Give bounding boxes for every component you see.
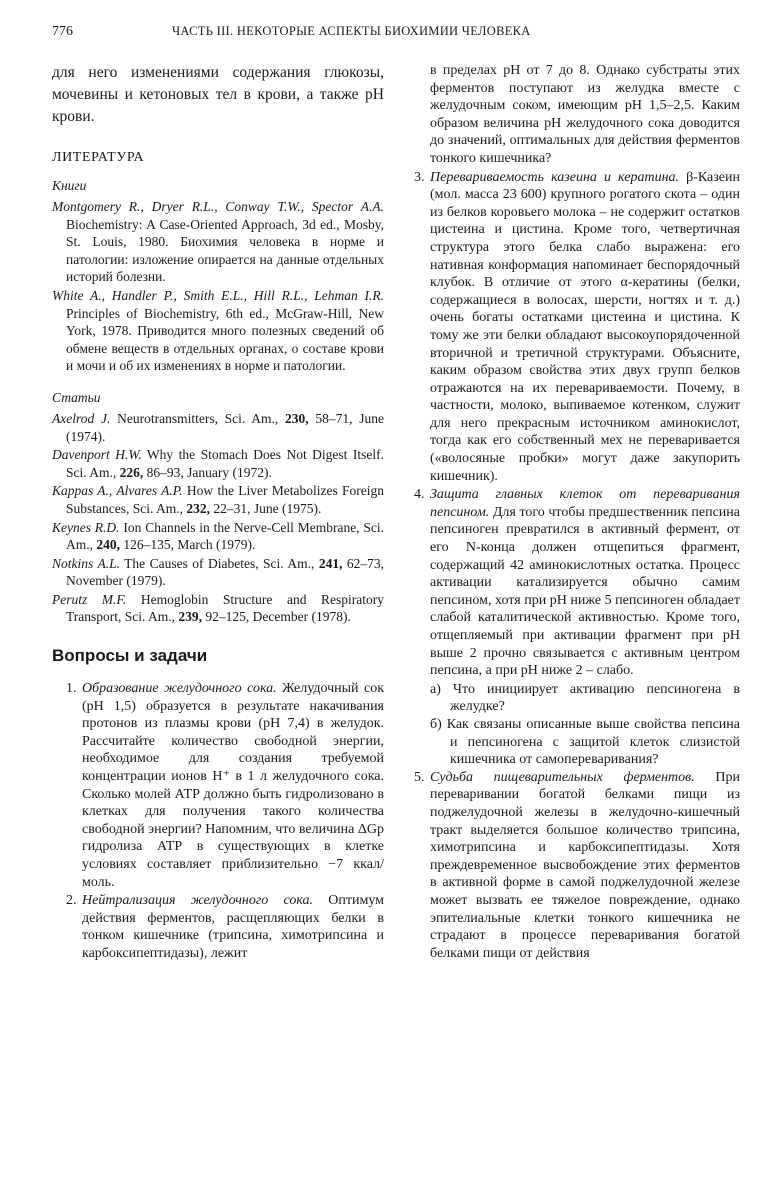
subquestion: [414, 681, 740, 716]
reference-pages: 92–125, December (1978).: [205, 609, 351, 625]
questions-title: Вопросы и задачи: [52, 646, 208, 666]
running-head: ЧАСТЬ III. НЕКОТОРЫЕ АСПЕКТЫ БИОХИМИИ ЧЕЛОВЕКА: [172, 24, 531, 38]
page-header: [52, 24, 742, 46]
reference-authors: White A., Handler P., Smith E.L., Hill R.L., Lehman I.R.: [52, 287, 384, 303]
reference-pages: 126–135, March (1979).: [123, 537, 256, 553]
reference-volume: 240,: [96, 537, 120, 553]
reference-authors: Kappas A., Alvares A.P.: [52, 483, 183, 499]
question-item: [52, 680, 384, 891]
question-title: Судьба пищеварительных ферментов.: [430, 769, 695, 785]
question-item: [414, 486, 740, 680]
literature-title: ЛИТЕРАТУРА: [52, 150, 145, 165]
reference-article: [52, 482, 384, 517]
question-text: Желудочный сок (pH 1,5) образуется в результате накачивания протонов из плазмы крови (pH 7,4) в желудок. Рассчитайте количество свободной энергии, необходимое для создания требуемой концентрации ионов H⁺ в 1 л желудочного сока. Сколько молей АТР должно быть гидролизовано в клетках для получения такого количества свободной энергии? Напомним, что величина ΔGp гидролиза АТР в существующих в клетке условиях составляет приблизительно −7 ккал/моль.: [82, 681, 385, 890]
question-title: Нейтрализация желудочного сока.: [82, 893, 314, 909]
reference-book: [52, 198, 384, 286]
reference-pages: 58–71, June (1974).: [66, 410, 385, 444]
reference-volume: 239,: [178, 609, 203, 625]
reference-title: Ion Channels in the Nerve-Cell Membrane, Sci. Am.,: [66, 519, 385, 553]
left-column: [52, 62, 384, 964]
books-heading: Книги: [52, 178, 87, 193]
reference-volume: 232,: [186, 500, 210, 516]
reference-pages: 22–31, June (1975).: [213, 500, 322, 516]
reference-book: [52, 287, 384, 375]
question-number: 5.: [414, 769, 425, 785]
page-number: 776: [52, 24, 73, 39]
question-text: Оптимум действия ферментов, расщепляющих белки в тонком кишечнике (трипсина, химотрипсина и карбоксипептидазы), лежит: [82, 893, 384, 961]
question-number: 4.: [414, 487, 425, 503]
reference-authors: Perutz M.F.: [52, 591, 127, 607]
question-title: Защита главных клеток от переваривания пепсином.: [430, 487, 740, 520]
question-number: 1.: [66, 681, 77, 697]
reference-article: [52, 591, 384, 626]
reference-volume: 241,: [318, 555, 343, 571]
subquestion-text: Что инициирует активацию пепсиногена в желудке?: [450, 681, 740, 715]
reference-title: Hemoglobin Structure and Respiratory Transport, Sci. Am.,: [66, 591, 384, 625]
subquestion: [414, 716, 740, 769]
subquestion-label: б): [430, 716, 442, 732]
question-number: 3.: [414, 169, 425, 185]
subquestion-text: Как связаны описанные выше свойства пепсина и пепсиногена с защитой клеток слизистой кишечника от самопереваривания?: [446, 716, 740, 768]
question-text: β-Казеин (мол. масса 23 600) крупного рогатого скота – один из белков коровьего молока – не содержит остатков цистеина и цистина. Кроме того, четвертичная структура этого белка слабо выражена: его нативная конформация напоминает беспорядочный клубок. В отличие от этого α-кератины (белки, содержащиеся в волосах, шерсти, ногтях и т. д.) очень богаты остатками цистеина и цистина. К тому же эти белки обладают высокоупорядоченной вторичной и третичной структурами. Объясните, каким образом свойства этих двух групп белков отражаются на их перевариваемости. Почему, в частности, молоко, выпиваемое котенком, служит для него прекрасным источником аминокислот, тогда как его собственный мех не переваривается («волосяные пробки» могут даже закупорить кишечник).: [430, 169, 740, 484]
question-continuation: в пределах pH от 7 до 8. Однако субстраты этих ферментов поступают из желудка вместе с желудочным соком, имеющим pH 1,5–2,5. Каким образом величина pH желудочного сока доводится до значений, оптимальных для действия ферментов тонкого кишечника?: [430, 63, 740, 166]
right-column: [414, 62, 740, 963]
reference-text: Principles of Biochemistry, 6th ed., McGraw-Hill, New York, 1978. Приводится много полезных сведений об обмене веществ в отдельных органах, о составе крови и мочи и об их изменениях в норме и патологии.: [66, 305, 384, 374]
reference-authors: Montgomery R., Dryer R.L., Conway T.W., Spector A.A.: [52, 199, 384, 214]
reference-title: How the Liver Metabolizes Foreign Substances, Sci. Am.,: [66, 483, 385, 516]
reference-article: [52, 446, 384, 481]
reference-pages: 86–93, January (1972).: [146, 464, 272, 480]
question-item: [414, 769, 740, 963]
reference-pages: 62–73, November (1979).: [66, 555, 385, 589]
reference-volume: 230,: [285, 410, 309, 426]
question-text: При переваривании богатой белками пищи из поджелудочной железы в желудочно-кишечный тракт выделяется большое количество трипсина, химотрипсина и карбоксипептидазы. Хотя преждевременное высвобождение этих ферментов в активной форме в самой поджелудочной железе может вызвать ее тяжелое повреждение, однако эпителиальные клетки тонкого кишечника не страдают в процессе переваривания богатой белками пищи от действия: [430, 769, 741, 961]
question-item: [52, 892, 384, 962]
reference-title: Why the Stomach Does Not Digest Itself. Sci. Am.,: [66, 447, 384, 480]
articles-heading: Статьи: [52, 389, 101, 405]
reference-article: [52, 555, 384, 590]
reference-volume: 226,: [119, 464, 144, 480]
reference-title: Neurotransmitters, Sci. Am.,: [117, 410, 279, 426]
reference-authors: Keynes R.D.: [52, 519, 120, 535]
subquestion-label: а): [430, 681, 441, 697]
reference-authors: Davenport H.W.: [52, 447, 142, 463]
question-text: Для того чтобы предшественник пепсина пепсиноген превратился в активный фермент, от его N-конца должен отщепиться фрагмент, содержащий 42 аминокислотных остатка. Процесс активации катализируется обычно самим пепсином, хотя при pH ниже 5 пепсиноген обладает слабой каталитической активностью. Кроме того, отщепляемый при активации фрагмент при pH выше 2 прочно связывается с активным центром пепсина, а при pH ниже 2 – слабо.: [430, 504, 740, 679]
question-title: Образование желудочного сока.: [82, 681, 277, 697]
reference-title: The Causes of Diabetes, Sci. Am.,: [124, 555, 315, 571]
reference-authors: Notkins A.L.: [52, 555, 120, 571]
reference-article: [52, 519, 384, 554]
reference-authors: Axelrod J.: [52, 410, 111, 426]
reference-article: [52, 410, 384, 445]
question-number: 2.: [66, 893, 77, 909]
intro-paragraph: для него изменениями содержания глюкозы, мочевины и кетоновых тел в крови, а также pH крови.: [52, 64, 384, 125]
reference-text: Biochemistry: A Case-Oriented Approach, 3d ed., Mosby, St. Louis, 1980. Биохимия человека в норме и патологии: изложение опирается на данные отдельных историй болезни.: [66, 216, 384, 285]
question-title: Перевариваемость казеина и кератина.: [430, 169, 680, 185]
question-item: [414, 169, 740, 486]
